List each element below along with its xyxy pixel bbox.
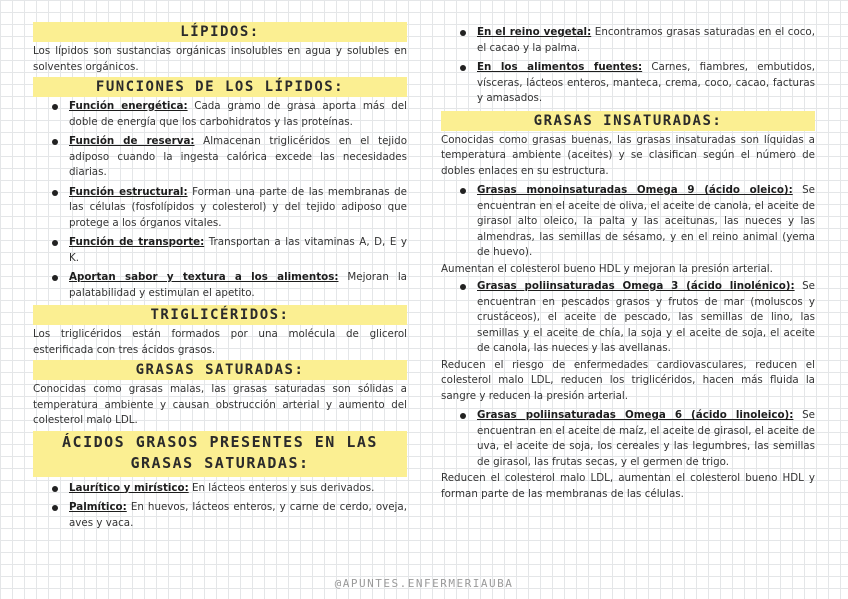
item-term: Grasas poliinsaturadas Omega 6 (ácido linoleico): [477, 409, 794, 421]
item-text: Almacenan triglicéridos en el tejido adiposo cuando la ingesta calórica excede las necesidades diarias. [69, 135, 407, 178]
list-item [33, 134, 407, 181]
saturadas-text: Conocidas como grasas malas, las grasas saturadas son sólidas a temperatura ambiente y causan obstrucción arterial y aumento del colesterol malo LDL. [33, 383, 407, 426]
item-text: Encontramos grasas saturadas en el coco, el cacao y la palma. [477, 26, 815, 54]
item-text: En lácteos enteros y sus derivados. [188, 481, 375, 494]
list-item [33, 185, 407, 232]
item-term: Función de reserva: [69, 135, 195, 147]
item-text: Mejoran la palatabilidad y estimulan el apetito. [69, 271, 407, 299]
item-text: Se encuentran en el aceite de maíz, el aceite de girasol, el aceite de uva, el aceite de soja, los cereales y las legumbres, las semillas de girasol, las frutas secas, y el germen de trigo. [477, 409, 815, 468]
lipidos-text: Los lípidos son sustancias orgánicas insolubles en agua y solubles en solventes orgánicos. [33, 45, 407, 73]
omega6-list [441, 408, 815, 470]
omega9-list [441, 183, 815, 261]
left-column [33, 22, 407, 535]
item-term: Función energética: [69, 100, 188, 112]
omega6-note: Reducen el colesterol malo LDL, aumentan el colesterol bueno HDL y forman parte de las membranas de las células. [441, 472, 815, 500]
item-term: Función estructural: [69, 185, 188, 198]
acidos-heading [33, 431, 407, 477]
acidos-heading-line1: ÁCIDOS GRASOS PRESENTES EN LAS [62, 432, 378, 451]
acidos-list [33, 481, 407, 532]
omega9-note: Aumentan el colesterol bueno HDL y mejoran la presión arterial. [441, 262, 773, 275]
list-item [33, 99, 407, 130]
item-term: Grasas poliinsaturadas Omega 3 (ácido linolénico): [477, 280, 795, 292]
funciones-list [33, 99, 407, 301]
list-item [441, 25, 815, 56]
acidos-heading-line2: GRASAS SATURADAS: [130, 453, 310, 472]
lipidos-heading: LÍPIDOS: [33, 22, 407, 42]
list-item [33, 500, 407, 531]
item-text: Carnes, fiambres, embutidos, vísceras, lácteos enteros, manteca, crema, coco, cacao, facturas y amasados. [477, 61, 815, 104]
trigliceridos-text: Los triglicéridos están formados por una molécula de glicerol esterificada con tres ácidos grasos. [33, 328, 407, 356]
item-term: Grasas monoinsaturadas Omega 9 (ácido oleico): [477, 184, 793, 196]
item-term: Laurítico y mirístico: [69, 481, 189, 494]
right-column [441, 25, 815, 504]
trigliceridos-heading: TRIGLICÉRIDOS: [33, 305, 407, 325]
item-text: Se encuentran en pescados grasos y frutos de mar (moluscos y crustáceos), el aceite de pescado, las semillas de lino, las semillas y el aceite de chía, la soja y el aceite de soja, el aceite de canola, las nueces y las avellanas. [477, 280, 815, 354]
list-item [441, 183, 815, 261]
list-item [441, 60, 815, 107]
omega3-list [441, 279, 815, 357]
saturadas-heading: GRASAS SATURADAS: [33, 360, 407, 380]
item-term: En el reino vegetal: [477, 26, 592, 38]
funciones-heading: FUNCIONES DE LOS LÍPIDOS: [33, 77, 407, 97]
item-text: Forman una parte de las membranas de las células (fosfolípidos y colesterol) y del tejido adiposo que protege a los órganos vitales. [69, 185, 407, 229]
list-item [441, 408, 815, 470]
item-text: Se encuentran en el aceite de oliva, el aceite de canola, el aceite de girasol alto oleico, la palta y las aceitunas, las nueces y las almendras, las semillas de sésamo, y en el reino animal (yema de huevo). [477, 184, 815, 258]
list-item [33, 235, 407, 266]
item-term: Palmítico: [69, 501, 127, 513]
item-text: Transportan a las vitaminas A, D, E y K. [69, 236, 407, 264]
list-item [441, 279, 815, 357]
footer-handle: @APUNTES.ENFERMERIAUBA [334, 577, 514, 590]
fuentes-list [441, 25, 815, 107]
list-item [33, 270, 407, 301]
insaturadas-text: Conocidas como grasas buenas, las grasas insaturadas son líquidas a temperatura ambiente (aceites) y se clasifican según el número de dobles enlaces en su estructura. [441, 133, 815, 177]
item-term: Aportan sabor y textura a los alimentos: [69, 271, 339, 283]
insaturadas-heading: GRASAS INSATURADAS: [441, 111, 815, 131]
item-text: Cada gramo de grasa aporta más del doble de energía que los carbohidratos y las proteínas. [69, 100, 407, 128]
item-term: Función de transporte: [69, 236, 205, 248]
list-item [33, 481, 407, 497]
item-text: En huevos, lácteos enteros, y carne de cerdo, oveja, aves y vaca. [69, 501, 407, 529]
omega3-note: Reducen el riesgo de enfermedades cardiovasculares, reducen el colesterol malo LDL, reducen los triglicéridos, hacen más fluida la sangre y reducen la presión arterial. [441, 358, 815, 402]
item-term: En los alimentos fuentes: [477, 61, 643, 73]
